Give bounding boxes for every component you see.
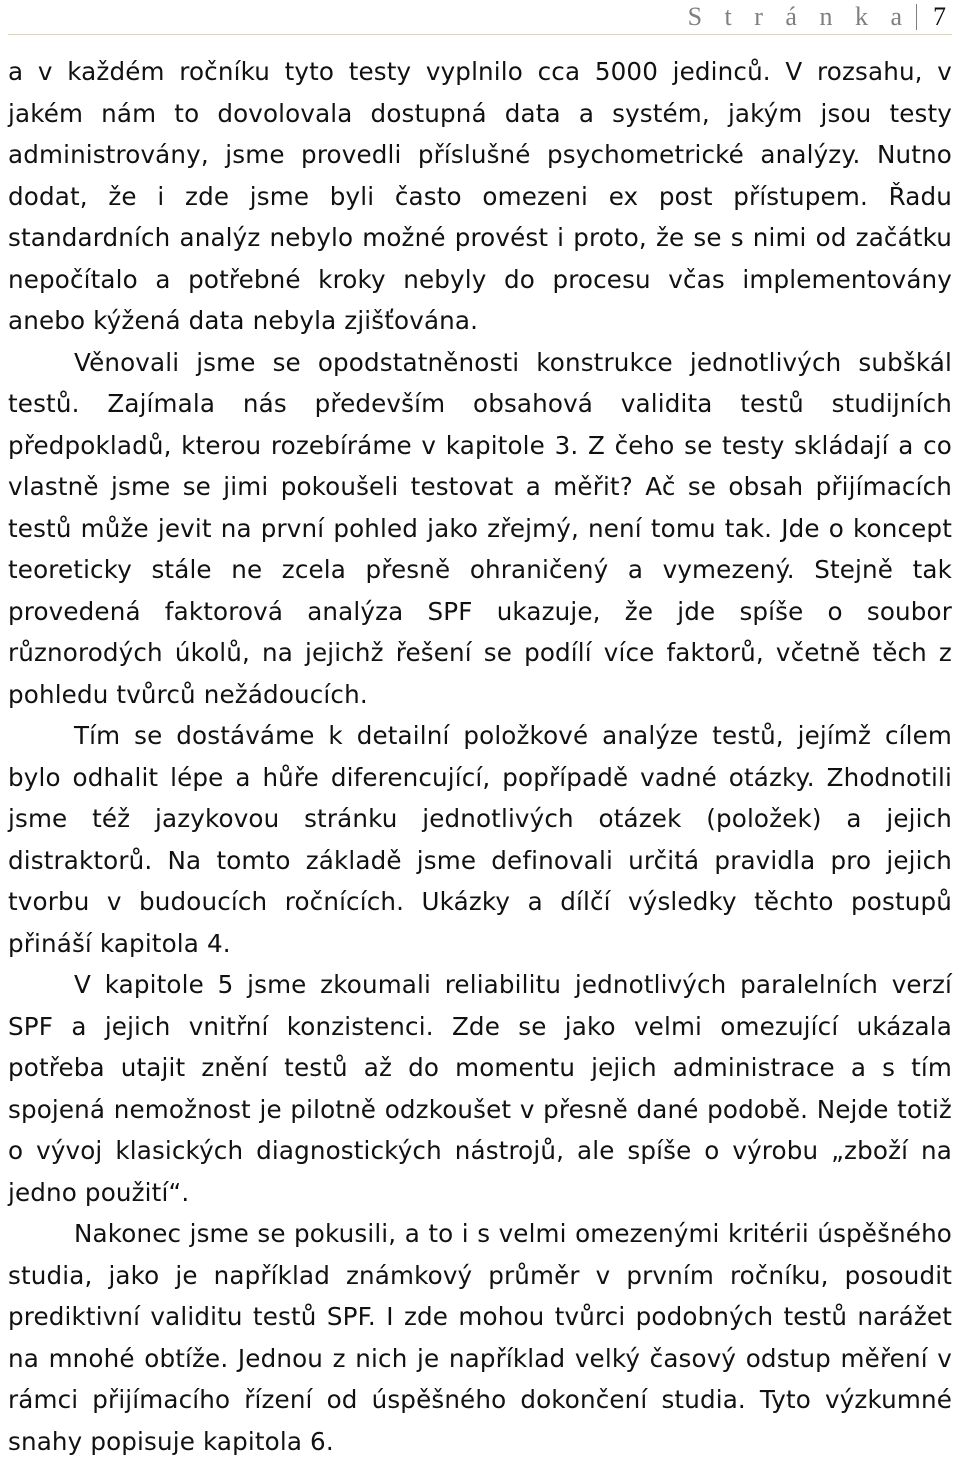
paragraph: Věnovali jsme se opodstatněnosti konstrukce jednotlivých subškál testů. Zajímala nás především obsahová validita testů studijních předpokladů, kterou rozebíráme v kapitole 3. Z čeho se testy skládají a co vlastně jsme se jimi pokoušeli testovat a měřit? Ač se obsah přijímacích testů může jevit na první pohled jako zřejmý, není tomu tak. Jde o koncept teoreticky stále ne zcela přesně ohraničený a vymezený. Stejně tak provedená faktorová analýza SPF ukazuje, že jde spíše o soubor různorodých úkolů, na jejichž řešení se podílí více faktorů, včetně těch z pohledu tvůrců nežádoucích. [8,347,952,709]
body-text [8,51,952,1462]
page-number: 7 [933,2,946,31]
paragraph: Tím se dostáváme k detailní položkové analýze testů, jejímž cílem bylo odhalit lépe a hůře diferencující, popřípadě vadné otázky. Zhodnotili jsme též jazykovou stránku jednotlivých otázek (položek) a jejich distraktorů. Na tomto základě jsme definovali určitá pravidla pro jejich tvorbu v budoucích ročnících. Ukázky a dílčí výsledky těchto postupů přináší kapitola 4. [8,721,952,958]
header-divider [916,4,917,30]
page-header [8,0,952,35]
paragraph: a v každém ročníku tyto testy vyplnilo cca 5000 jedinců. V rozsahu, v jakém nám to dovolovala dostupná data a systém, jakým jsou testy administrovány, jsme provedli příslušné psychometrické analýzy. Nutno dodat, že i zde jsme byli často omezeni ex post přístupem. Řadu standardních analýz nebylo možné provést i proto, že se s nimi od začátku nepočítalo a potřebné kroky nebyly do procesu včas implementovány anebo kýžená data nebyla zjišťována. [8,57,952,335]
paragraph: V kapitole 5 jsme zkoumali reliabilitu jednotlivých paralelních verzí SPF a jejich vnitřní konzistenci. Zde se jako velmi omezující ukázala potřeba utajit znění testů až do momentu jejich administrace a s tím spojená nemožnost je pilotně odzkoušet v přesně dané podobě. Nejde totiž o vývoj klasických diagnostických nástrojů, ale spíše o výrobu „zboží na jedno použití“. [8,970,952,1207]
page-label: S t r á n k a [687,2,910,31]
paragraph: Nakonec jsme se pokusili, a to i s velmi omezenými kritérii úspěšného studia, jako je například známkový průměr v prvním ročníku, posoudit prediktivní validitu testů SPF. I zde mohou tvůrci podobných testů narážet na mnohé obtíže. Jednou z nich je například velký časový odstup měření v rámci přijímacího řízení od úspěšného dokončení studia. Tyto výzkumné snahy popisuje kapitola 6. [8,1219,952,1456]
